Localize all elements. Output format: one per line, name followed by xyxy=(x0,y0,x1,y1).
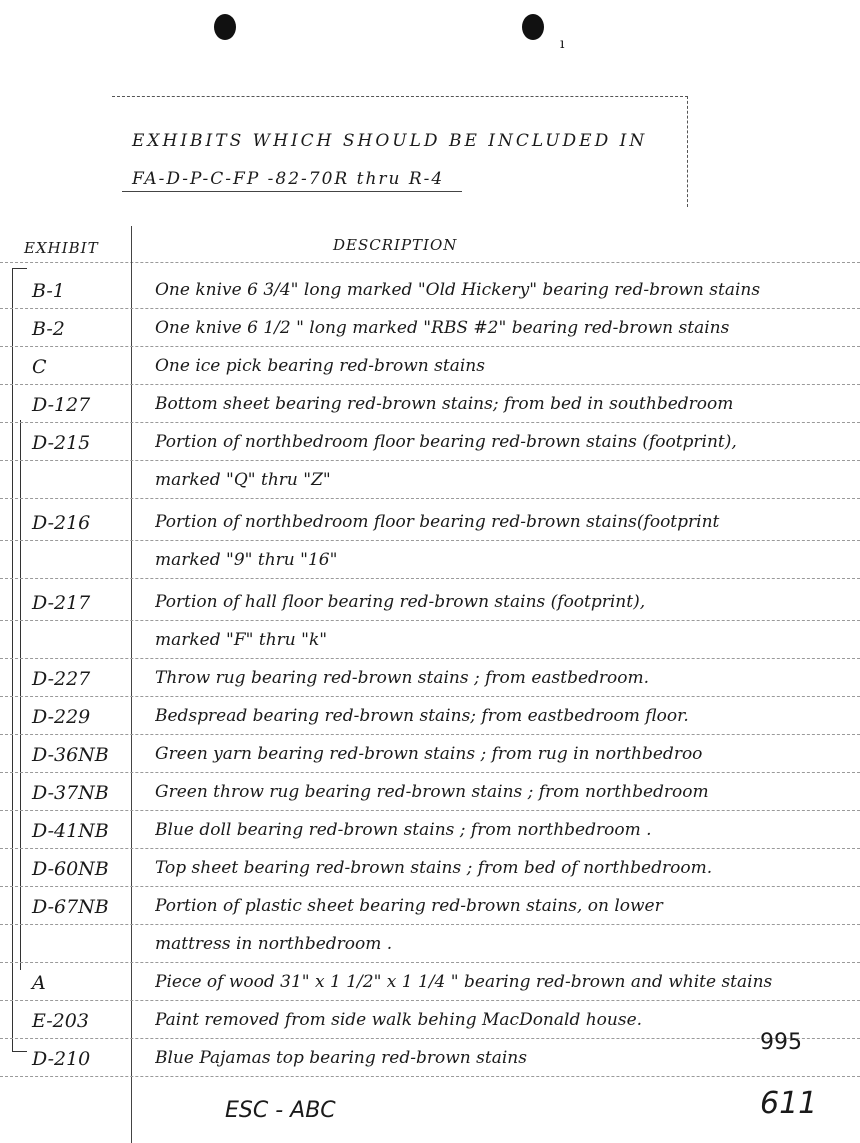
exhibit-row xyxy=(0,698,860,738)
row-rule xyxy=(0,620,860,621)
exhibit-number: D-227 xyxy=(32,668,91,690)
exhibit-row xyxy=(0,462,860,502)
exhibit-row xyxy=(0,272,860,312)
exhibit-description: Portion of plastic sheet bearing red-brown stains, on lower xyxy=(155,896,663,916)
row-rule xyxy=(0,308,860,309)
row-rule xyxy=(0,848,860,849)
exhibit-description: Bedspread bearing red-brown stains; from eastbedroom floor. xyxy=(155,706,689,726)
row-rule xyxy=(0,578,860,579)
exhibit-number: C xyxy=(32,356,47,378)
exhibit-row xyxy=(0,386,860,426)
stray-mark: ı xyxy=(560,36,565,52)
page-number: 995 xyxy=(760,1030,802,1055)
exhibit-number: B-1 xyxy=(32,280,65,302)
exhibit-number: D-215 xyxy=(32,432,91,454)
exhibit-description: One ice pick bearing red-brown stains xyxy=(155,356,485,376)
header-line-2: FA-D-P-C-FP -82-70R thru R-4 xyxy=(132,169,445,189)
exhibit-description: marked "F" thru "k" xyxy=(155,630,328,650)
exhibit-description: Bottom sheet bearing red-brown stains; from bed in southbedroom xyxy=(155,394,734,414)
exhibit-description: Portion of hall floor bearing red-brown stains (footprint), xyxy=(155,592,646,612)
exhibit-row xyxy=(0,542,860,582)
exhibit-number: D-229 xyxy=(32,706,91,728)
exhibit-number: B-2 xyxy=(32,318,65,340)
exhibit-number: E-203 xyxy=(32,1010,89,1032)
exhibit-row xyxy=(0,888,860,928)
exhibit-number: D-37NB xyxy=(32,782,109,804)
row-rule xyxy=(0,886,860,887)
description-column-header: DESCRIPTION xyxy=(333,236,458,254)
exhibit-row xyxy=(0,424,860,464)
header-box xyxy=(112,96,688,207)
row-rule xyxy=(0,772,860,773)
exhibit-row xyxy=(0,348,860,388)
row-rule xyxy=(0,384,860,385)
row-rule xyxy=(0,810,860,811)
exhibit-row xyxy=(0,812,860,852)
exhibit-number: D-210 xyxy=(32,1048,91,1070)
exhibit-row xyxy=(0,964,860,1004)
row-rule xyxy=(0,540,860,541)
row-rule xyxy=(0,346,860,347)
exhibit-description: One knive 6 3/4" long marked "Old Hickery" bearing red-brown stains xyxy=(155,280,761,300)
row-rule xyxy=(0,1038,860,1039)
exhibit-column-header: EXHIBIT xyxy=(24,239,99,257)
exhibit-row xyxy=(0,1040,860,1080)
exhibit-description: Portion of northbedroom floor bearing red-brown stains(footprint xyxy=(155,512,720,532)
exhibit-description: Green yarn bearing red-brown stains ; from rug in northbedroo xyxy=(155,744,703,764)
exhibit-description: Blue doll bearing red-brown stains ; from northbedroom . xyxy=(155,820,652,840)
exhibit-description: Paint removed from side walk behing MacDonald house. xyxy=(155,1010,643,1030)
row-rule xyxy=(0,962,860,963)
exhibit-number: D-36NB xyxy=(32,744,109,766)
row-rule xyxy=(0,658,860,659)
exhibit-row xyxy=(0,622,860,662)
exhibit-row xyxy=(0,850,860,890)
exhibit-number: D-127 xyxy=(32,394,91,416)
punch-hole-left xyxy=(214,14,236,40)
exhibit-number: A xyxy=(32,972,46,994)
row-rule xyxy=(0,460,860,461)
exhibit-number: D-60NB xyxy=(32,858,109,880)
row-rule xyxy=(0,422,860,423)
row-rule xyxy=(0,1076,860,1077)
exhibit-number: D-67NB xyxy=(32,896,109,918)
exhibit-row xyxy=(0,774,860,814)
exhibit-description: Blue Pajamas top bearing red-brown stains xyxy=(155,1048,527,1068)
exhibit-row xyxy=(0,504,860,544)
punch-hole-right xyxy=(522,14,544,40)
exhibit-description: Top sheet bearing red-brown stains ; from bed of northbedroom. xyxy=(155,858,713,878)
exhibit-description: marked "9" thru "16" xyxy=(155,550,338,570)
exhibit-row xyxy=(0,1002,860,1042)
exhibit-description: One knive 6 1/2 " long marked "RBS #2" bearing red-brown stains xyxy=(155,318,730,338)
row-rule xyxy=(0,498,860,499)
row-rule xyxy=(0,696,860,697)
exhibit-number: D-41NB xyxy=(32,820,109,842)
exhibit-description: Piece of wood 31" x 1 1/2" x 1 1/4 " bearing red-brown and white stains xyxy=(155,972,773,992)
exhibit-description: Portion of northbedroom floor bearing red-brown stains (footprint), xyxy=(155,432,737,452)
exhibit-row xyxy=(0,736,860,776)
header-underline xyxy=(122,191,462,192)
row-rule xyxy=(0,1000,860,1001)
exhibit-description: mattress in northbedroom . xyxy=(155,934,393,954)
exhibit-description: marked "Q" thru "Z" xyxy=(155,470,331,490)
row-rule xyxy=(0,734,860,735)
folio-number: 611 xyxy=(760,1086,818,1121)
exhibit-number: D-217 xyxy=(32,592,91,614)
exhibit-row xyxy=(0,310,860,350)
exhibit-description: Green throw rug bearing red-brown stains ; from northbedroom xyxy=(155,782,709,802)
signature-initials: ESC - ABC xyxy=(225,1098,336,1123)
header-line-1: EXHIBITS WHICH SHOULD BE INCLUDED IN xyxy=(132,131,648,151)
exhibit-row xyxy=(0,926,860,966)
exhibit-row xyxy=(0,660,860,700)
header-rule xyxy=(0,262,860,263)
exhibit-row xyxy=(0,584,860,624)
exhibit-number: D-216 xyxy=(32,512,91,534)
row-rule xyxy=(0,924,860,925)
exhibit-description: Throw rug bearing red-brown stains ; from eastbedroom. xyxy=(155,668,650,688)
